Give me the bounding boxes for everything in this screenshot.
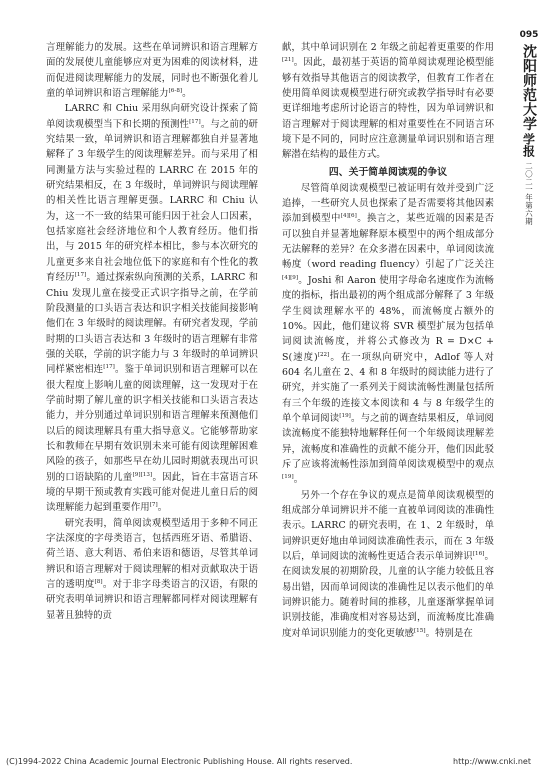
- paragraph: 献，其中单词识别在 2 年级之前起着更重要的作用[21]。因此，最初基于英语的简单阅读观理论模型能够有效指导其他语言的阅读教学，但教育工作者在使用简单阅读观模型进行研究或教学指导时有必要更详细地考虑所讨论语言的特性，因为单词辨识和语言理解对于阅读理解的相对重要性在不同语言环境下是不同的，同时应注意测量单词识别和语言理解潜在结构的最佳方式。: [282, 42, 494, 161]
- citation: [16]: [472, 550, 485, 557]
- citation: [17]: [103, 364, 115, 371]
- site-url[interactable]: http://www.cnki.net: [453, 757, 531, 766]
- citation: [6-8]: [168, 87, 183, 94]
- citation: [4][9]: [282, 274, 299, 281]
- page-number: 095: [519, 30, 539, 40]
- paragraph: 言理解能力的发展。这些在单词辨识和语言理解方面的发展使儿童能够应对更为困难的阅读材料，进而促进阅读理解能力的发展，同时也不断强化着儿童的单词辨识和语言理解能力[6-8]。: [46, 42, 258, 100]
- citation: [7]: [149, 502, 158, 509]
- citation: [8]: [94, 578, 103, 585]
- citation: [17]: [74, 272, 87, 279]
- paragraph: 尽管简单阅读观模型已被证明有效并受到广泛追捧，一些研究人员也探索了是否需要将其他因素添加到模型中[4][6]。换言之，某些近端的因素是否可以独自并显著地解释原本模型中的两个组成部分无法解释的差异？在众多潜在因素中，单词阅读流畅度（word reading fluency）引起了广泛关注[4][9]。Joshi 和 Aaron 使用字母命名速度作为流畅度的指标，指出最初的两个组成部分解释了 3 年级学生阅读理解水平的 48%，而流畅度占额外的 10%。因此，他们建议将 SVR 模型扩展为包括单词阅读流畅度，并将公式修改为 R = D×C + S(速度)[22]。在一项纵向研究中，Adlof 等人对 604 名儿童在 2、4 和 8 年级时的阅读能力进行了研究，并实施了一系列关于阅读流畅性测量包括所有三个年级的连接文本阅读和 4 与 8 年级学生的单个单词阅读[19]。与之前的调查结果相反，单词阅读流畅度不能独特地解释任何一个年级阅读理解差异，流畅度和准确性的贡献不能分开，他们因此驳斥了应该将流畅性添加到简单阅读观模型中的观点[19]。: [282, 182, 494, 486]
- citation: [4][6]: [340, 213, 357, 220]
- citation: [19]: [282, 474, 294, 481]
- journal-name: 沈阳师范大学: [521, 44, 537, 131]
- citation: [9][13]: [132, 471, 153, 478]
- citation: [15]: [413, 627, 426, 634]
- right-column: [282, 40, 494, 641]
- copyright-notice: (C)1994-2022 China Academic Journal Electronic Publishing House. All rights reserved.: [6, 757, 353, 766]
- journal-masthead: [511, 30, 547, 225]
- journal-kind: 学报: [521, 133, 536, 157]
- paragraph: 研究表明，简单阅读观模型适用于多种不同正字法深度的字母类语言，包括西班牙语、希腊语、荷兰语、意大利语、希伯来语和德语，尽管其单词辨识和语言理解对于阅读理解的相对贡献取决于语言的透明度[8]。对于非字母类语言的汉语，有限的研究表明单词辨识和语言理解都同样对阅读理解有显著且独特的贡: [46, 517, 258, 621]
- citation: [17]: [189, 118, 201, 125]
- page-footer: [0, 757, 553, 771]
- citation: [22]: [317, 351, 330, 358]
- paragraph: 另外一个存在争议的观点是简单阅读观模型的组成部分单词辨识并不能一直被单词阅读的准确性表示。LARRC 的研究表明，在 1、2 年级时，单词辨识更好地由单词阅读准确性表示，而在 3 年级以后，单词阅读的流畅性更适合表示单词辨识[16]。在阅读发展的初期阶段，儿童的认字能力较低且容易出错，因而单词阅读的准确性足以表示他们的单词辨识能力。随着时间的推移，儿童逐渐掌握单词识别技能，准确度相对容易达到，而流畅度比准确度对单词识别能力的变化更敏感[15]。特别是在: [282, 489, 494, 639]
- citation: [19]: [339, 412, 351, 419]
- citation: [21]: [282, 57, 294, 64]
- left-column: [46, 40, 258, 623]
- paragraph: LARRC 和 Chiu 采用纵向研究设计探索了简单阅读观模型当下和长期的预测性[17]。与之前的研究结果一致，单词辨识和语言理解都独自并显著地解释了 3 年级学生的阅读理解差异。而与采用了相同测量方法与实验过程的 LARRC 在 2015 年的研究结果相反，在 3 年级时，单词辨识与阅读理解的相关性比语言理解更强。LARRC 和 Chiu 认为，这一不一致的结果可能归因于社会人口因素，包括家庭社会经济地位和个人教育经历。他们指出，与 2015 年的研究样本相比，参与本次研究的儿童更多来自社会地位低下的家庭和有个性化的教育经历[17]。通过探索纵向预测的关系，LARRC 和 Chiu 发现儿童在接受正式识字指导之前，在学前阶段测量的口头语言表达和识字相关技能间接影响他们在 3 年级时的阅读理解。有研究者发现，学前时期的口头语言表达和 3 年级时的语言理解有非常强的关联，学前的识字能力与 3 年级时的单词辨识同样紧密相连[17]。鉴于单词识别和语言理解可以在很大程度上影响儿童的阅读理解，这一发现对于在学前时期了解儿童的识字相关技能和口头语言表达能力，并分别通过单词识别和语言理解来预测他们以后的阅读理解具有重大指导意义。它能够帮助家长和教师在早期有效识别未来可能有阅读理解困难风险的孩子，如那些早在幼儿园时期就表现出可识别的口语缺陷的儿童[9][13]。因此，旨在丰富语言环境的早期干预或教育实践可能对促进儿童日后的阅读理解能力起到重要作用[7]。: [46, 103, 258, 514]
- issue-label: 二〇二一年第六期: [524, 162, 534, 226]
- section-heading: 四、关于简单阅读观的争议: [328, 166, 448, 178]
